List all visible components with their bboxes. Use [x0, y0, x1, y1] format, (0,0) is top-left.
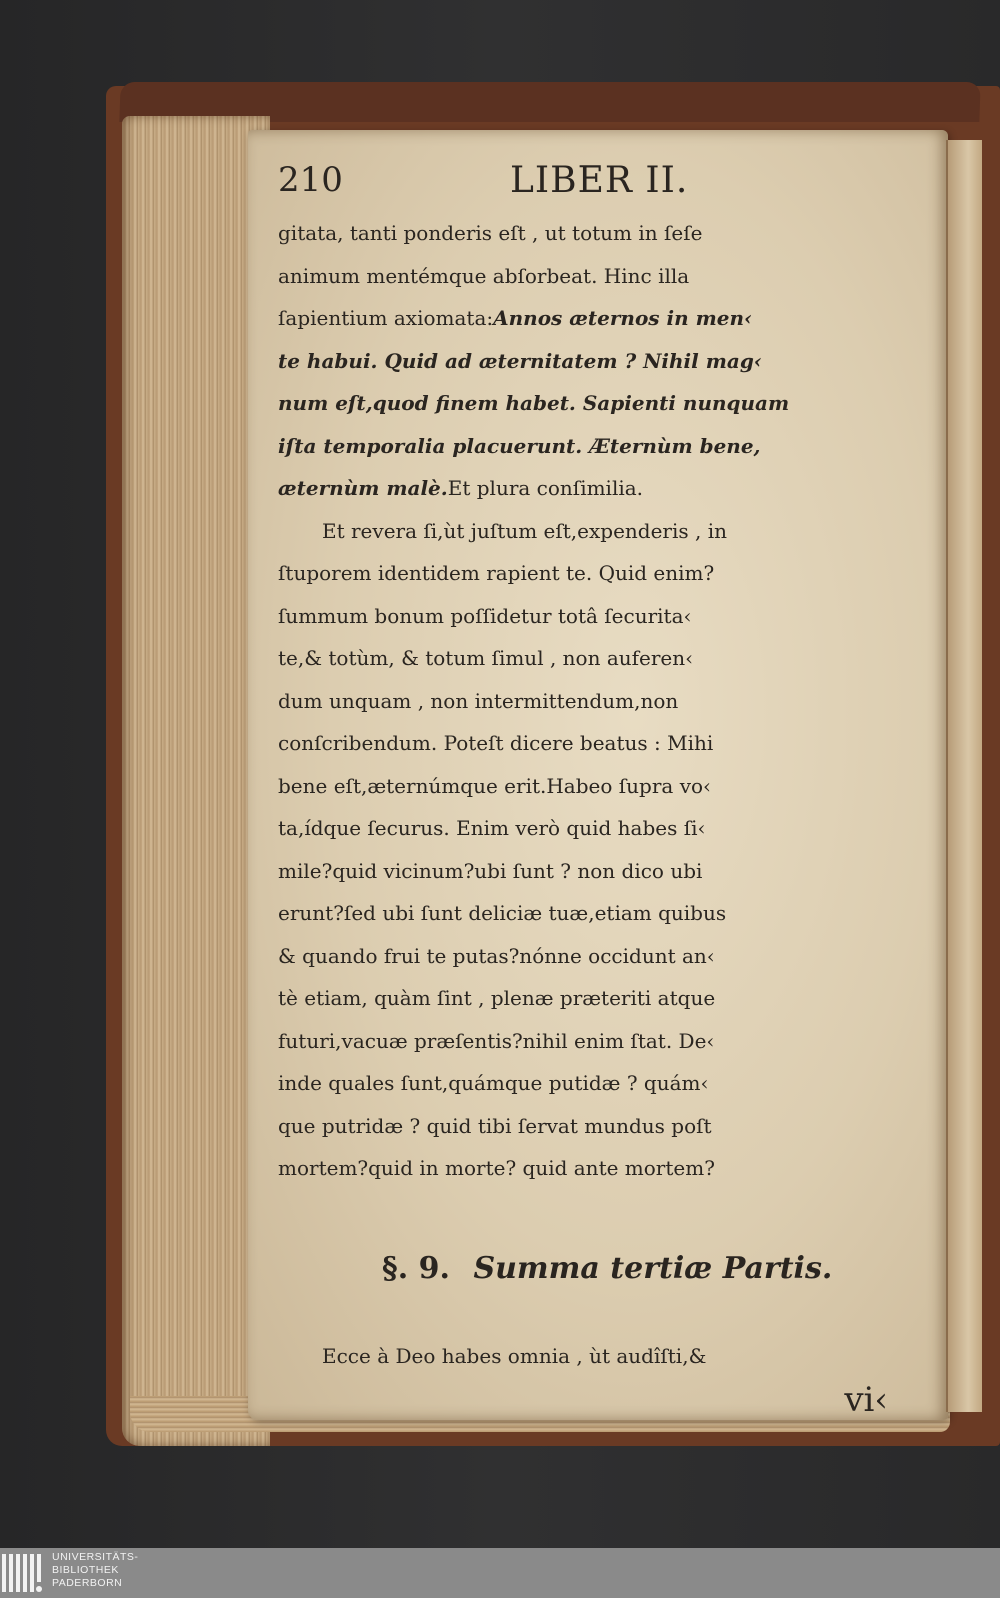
text-line [278, 382, 938, 425]
logo-line-3: PADERBORN [52, 1577, 123, 1589]
library-logo-text [52, 1551, 138, 1590]
section-title: Summa tertiæ Partis. [473, 1250, 833, 1286]
text-segment: tè etiam, quàm ſint , plenæ præteriti atque [278, 986, 716, 1010]
section-number: §. 9. [382, 1250, 450, 1286]
text-segment: ſummum bonum poſſidetur totâ ſecurita‹ [278, 603, 692, 628]
logo-line-2: BIBLIOTHEK [52, 1564, 119, 1576]
text-segment: conſcribendum. Poteſt dicere beatus : Mihi [278, 731, 714, 755]
logo-line-1: UNIVERSITÄTS- [52, 1551, 139, 1563]
section-first-line: Ecce à Deo habes omnia , ùt audîſti,& [322, 1343, 707, 1368]
italic-text-segment: num eſt,quod finem habet. Sapienti nunquam [278, 391, 790, 415]
text-line [278, 595, 938, 638]
page-text-block [278, 160, 938, 1422]
text-line [278, 340, 938, 383]
text-line [278, 680, 938, 723]
text-segment: animum mentémque abſorbeat. Hinc illa [278, 263, 690, 288]
text-line [278, 1105, 938, 1148]
page-number: 210 [278, 160, 343, 200]
text-segment: futuri,vacuæ præſentis?nihil enim ſtat. De‹ [278, 1028, 715, 1053]
text-line [278, 255, 938, 298]
text-segment: Et plura conſimilia. [447, 476, 644, 500]
text-segment: erunt?ſed ubi ſunt deliciæ tuæ,etiam quibus [278, 901, 727, 925]
text-line [278, 892, 938, 935]
italic-text-segment: Annos æternos in men‹ [493, 306, 753, 330]
text-segment: ſapientium axiomata: [278, 306, 494, 330]
text-segment: mortem?quid in morte? quid ante mortem? [278, 1156, 715, 1180]
text-line [278, 935, 938, 978]
text-line [278, 212, 938, 255]
section-heading [278, 1244, 938, 1294]
text-line [278, 425, 938, 468]
text-segment: inde quales ſunt,quámque putidæ ? quám‹ [278, 1071, 709, 1095]
italic-text-segment: iſta temporalia placuerunt. Æternùm bene, [278, 433, 761, 458]
text-line [278, 1147, 938, 1190]
text-line [278, 722, 938, 765]
body-text [278, 212, 938, 1190]
text-line [278, 807, 938, 850]
text-line [278, 765, 938, 808]
italic-text-segment: æternùm malè. [278, 476, 448, 500]
text-line [278, 1020, 938, 1063]
text-segment: mile?quid vicinum?ubi ſunt ? non dico ubi [278, 858, 703, 883]
facing-page-edge [946, 140, 982, 1412]
text-line [278, 552, 938, 595]
text-segment: te,& totùm, & totum ſimul , non auferen‹ [278, 646, 694, 670]
text-segment: Et revera ſi,ùt juſtum eſt,expenderis , in [322, 518, 727, 543]
text-segment: & quando frui te putas?nónne occidunt an‹ [278, 943, 715, 968]
text-segment: que putridæ ? quid tibi ſervat mundus poſt [278, 1113, 712, 1138]
text-segment: gitata, tanti ponderis eſt , ut totum in ſeſe [278, 221, 703, 245]
text-segment: dum unquam , non intermittendum,non [278, 688, 679, 713]
text-segment: ſtuporem identidem rapient te. Quid enim? [278, 561, 715, 585]
text-line [278, 467, 938, 510]
text-line [278, 1062, 938, 1105]
running-head: LIBER II. [510, 160, 689, 201]
text-line [278, 850, 938, 893]
italic-text-segment: te habui. Quid ad æternitatem ? Nihil mag‹ [278, 348, 762, 373]
text-line [278, 977, 938, 1020]
text-segment: bene eſt,æternúmque erit.Habeo ſupra vo‹ [278, 773, 712, 798]
catchword: vi‹ [844, 1379, 888, 1420]
page-header [278, 160, 938, 212]
library-logo-icon [0, 1550, 46, 1596]
footer-bar [0, 1548, 1000, 1598]
text-segment: ta,ídque ſecurus. Enim verò quid habes ſi‹ [278, 816, 706, 840]
text-line [278, 297, 938, 340]
text-line [278, 510, 938, 553]
text-line [278, 637, 938, 680]
